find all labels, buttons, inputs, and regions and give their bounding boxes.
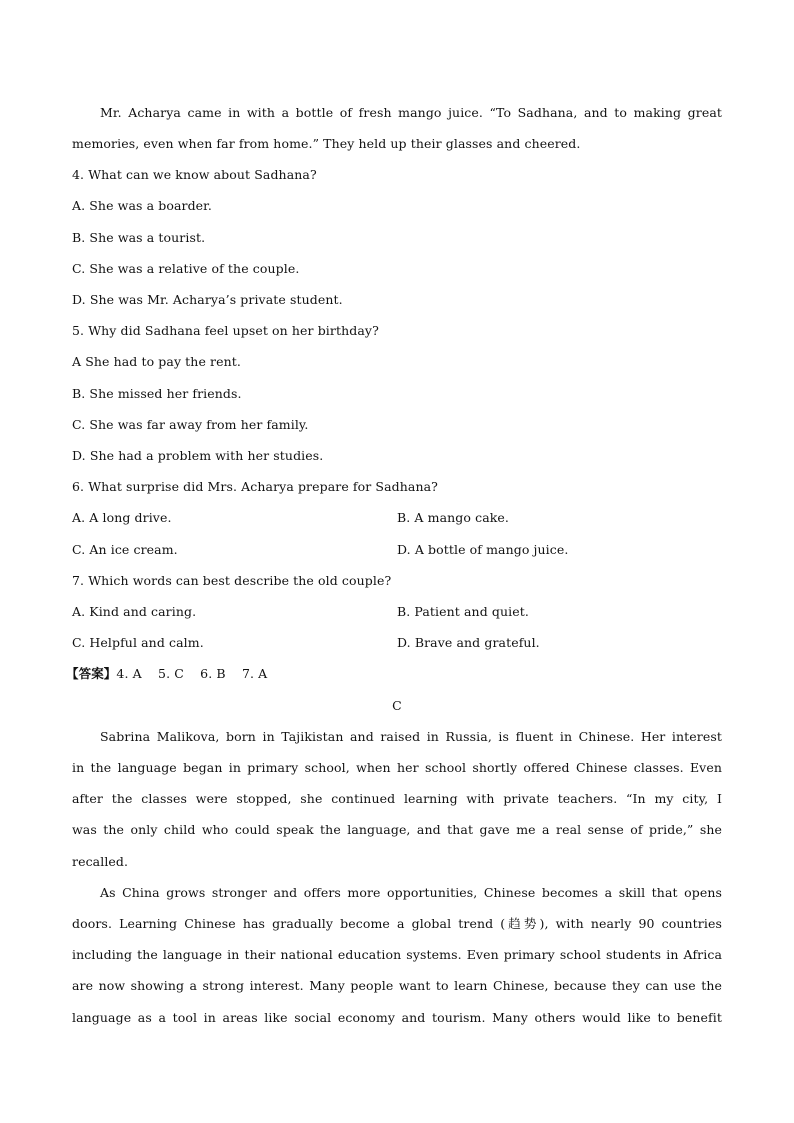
question-7-option-c: C. Helpful and calm. bbox=[72, 635, 204, 650]
passage-c-p2-line: language as a tool in areas like social economy and tourism. Many others would like to benefit bbox=[72, 1010, 722, 1025]
answer-key bbox=[66, 666, 716, 682]
question-4-option-c: C. She was a relative of the couple. bbox=[72, 261, 300, 276]
question-6-prompt: 6. What surprise did Mrs. Acharya prepare for Sadhana? bbox=[72, 479, 438, 494]
passage-c-p2-line: doors. Learning Chinese has gradually become a global trend (趋势), with nearly 90 countries bbox=[72, 916, 722, 931]
question-6-option-d: D. A bottle of mango juice. bbox=[397, 542, 569, 557]
passage-c-p2-line: As China grows stronger and offers more opportunities, Chinese becomes a skill that opens bbox=[100, 885, 722, 900]
question-5-option-a: A She had to pay the rent. bbox=[72, 354, 241, 369]
question-5-option-b: B. She missed her friends. bbox=[72, 386, 242, 401]
passage-c-p1-line: after the classes were stopped, she continued learning with private teachers. “In my city, I bbox=[72, 791, 722, 806]
question-5-prompt: 5. Why did Sadhana feel upset on her birthday? bbox=[72, 323, 379, 338]
question-5-option-d: D. She had a problem with her studies. bbox=[72, 448, 324, 463]
passage-c-p1-line: was the only child who could speak the language, and that gave me a real sense of pride,” she bbox=[72, 822, 722, 837]
passage-c-p1-line: in the language began in primary school, when her school shortly offered Chinese classes. Even bbox=[72, 760, 722, 775]
question-6-row-1 bbox=[72, 510, 722, 526]
passage-c-p1-line: Sabrina Malikova, born in Tajikistan and raised in Russia, is fluent in Chinese. Her interest bbox=[100, 729, 722, 744]
question-7-option-b: B. Patient and quiet. bbox=[397, 604, 529, 619]
question-6-row-2 bbox=[72, 542, 722, 558]
passage-b-line: Mr. Acharya came in with a bottle of fresh mango juice. “To Sadhana, and to making great bbox=[100, 105, 722, 120]
question-7-option-a: A. Kind and caring. bbox=[72, 604, 197, 619]
question-4-option-b: B. She was a tourist. bbox=[72, 230, 206, 245]
question-6-option-b: B. A mango cake. bbox=[397, 510, 509, 525]
question-4-prompt: 4. What can we know about Sadhana? bbox=[72, 167, 317, 182]
question-7-prompt: 7. Which words can best describe the old couple? bbox=[72, 573, 392, 588]
question-5-option-c: C. She was far away from her family. bbox=[72, 417, 309, 432]
answer-tag: 【答案】 bbox=[66, 666, 117, 681]
passage-b-line: memories, even when far from home.” They held up their glasses and cheered. bbox=[72, 136, 581, 151]
answer-values: 4. A 5. C 6. B 7. A bbox=[116, 666, 268, 681]
question-6-option-c: C. An ice cream. bbox=[72, 542, 178, 557]
question-7-row-1 bbox=[72, 604, 722, 620]
question-7-option-d: D. Brave and grateful. bbox=[397, 635, 540, 650]
passage-c-p1-line: recalled. bbox=[72, 854, 129, 869]
passage-c-p2-line: including the language in their national education systems. Even primary school students in Africa bbox=[72, 947, 722, 962]
question-4-option-d: D. She was Mr. Acharya’s private student. bbox=[72, 292, 343, 307]
question-6-option-a: A. A long drive. bbox=[72, 510, 172, 525]
question-7-row-2 bbox=[72, 635, 722, 651]
question-4-option-a: A. She was a boarder. bbox=[72, 198, 212, 213]
passage-c-p2-line: are now showing a strong interest. Many people want to learn Chinese, because they can use the bbox=[72, 978, 722, 993]
passage-c-heading: C bbox=[392, 698, 402, 713]
